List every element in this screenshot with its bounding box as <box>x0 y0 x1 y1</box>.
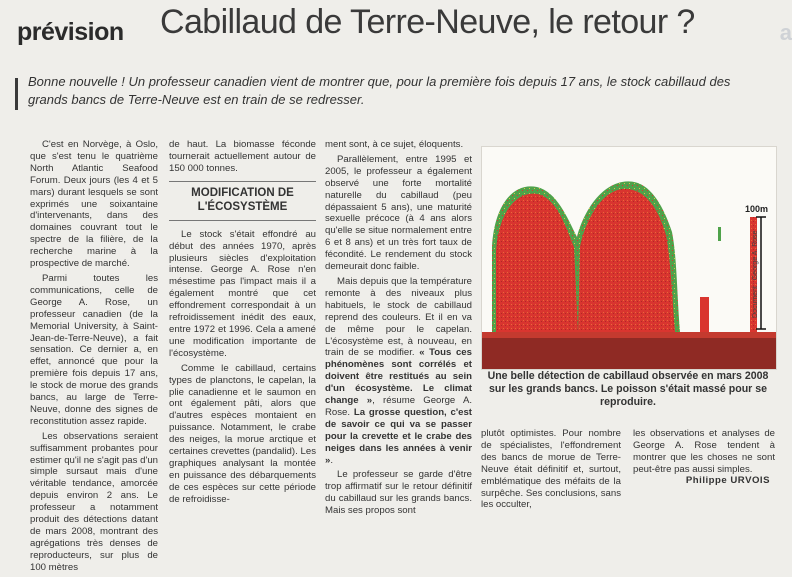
figure-caption: Une belle détection de cabillaud observée en mars 2008 sur les grands bancs. Le poisson s'était massé pour se reproduire. <box>487 370 769 408</box>
echogram-image <box>482 147 776 369</box>
col1-para-3: Les observations seraient suffisamment probantes pour estimer qu'il ne s'agit pas d'un simple sursaut mais d'une véritable tendance, amorcée depuis environ 2 ans. Le professeur a notamment produit des détections datant de mars 2008, montrant des agrégations très denses de reproducteurs, sur plus de 100 mètres <box>30 430 158 573</box>
continuation-col-2: les observations et analyses de George A. Rose tendent à montrer que les choses ne sont peut-être pas aussi simples. <box>633 428 775 475</box>
col3-quote: « Tous ces phénomènes sont corrélés et doivent être restitués au sein d'un écosystème. Le climat change » <box>325 347 472 407</box>
col3-intro: ment sont, à ce sujet, éloquents. <box>325 139 464 150</box>
col3-para-1: Parallèlement, entre 1995 et 2005, le professeur a également observé une forte mortalité naturelle du cabillaud (peu dépassaient 5 ans), une maturité sexuelle précoce (à 4 ans alors qu'elle se situe normalement entre 6 et 8 ans) et un très fort taux de fécondité. Le rendement du stock demeurait donc faible. <box>325 153 472 273</box>
column-3 <box>325 139 472 520</box>
echo-column-small <box>700 297 709 332</box>
col1-para-2: Parmi toutes les communications, celle de George A. Rose, un professeur canadien (de la Memorial University, à Saint-Jean-de-Terre-Neuve), a fait sensation. Ce dernier a, en effet, annoncé que pour la première fois depuis 17 ans, le stock de morue des grands bancs, au large de Terre-Neuve, donne des signes de reconstitution assez rapide. <box>30 272 158 427</box>
bleed-through-text: a <box>779 20 792 45</box>
article-title: Cabillaud de Terre-Neuve, le retour ? <box>160 3 695 41</box>
col3-para-2-end: . <box>330 454 334 466</box>
col2-para-1: Le stock s'était effondré au début des années 1970, après plusieurs siècles d'exploitation intense. George A. Rose n'en mésestime pas l'impact mais il a également montré que cet effondrement correspondait à un refroidissement inédit des eaux, entre 1972 et 1996. Cela a amené une modification importante de l'écosystème. <box>169 228 316 359</box>
depth-scale-label: 100m <box>744 204 768 214</box>
col1-para-1: C'est en Norvège, à Oslo, que s'est tenu le quatrième North Atlantic Seafood Forum. Deux jours (les 4 et 5 mars) durant lesquels se sont exprimés une soixantaine d'intervenants, dans des domaines couvrant tout le spectre de la filière, de la recherche marine à la prospective de marché. <box>30 139 158 270</box>
col2-intro: de haut. La biomasse féconde tournerait actuellement autour de 150 000 tonnes. <box>169 139 316 174</box>
col3-para-2 <box>325 276 472 467</box>
col3-para-2-text: Mais depuis que la température remonte à des niveaux plus habituels, le stock de cabillaud reprend des couleurs. Et il en va de même pour le capelan. L'écosystème est, à nouveau, en train de se modifier. <box>325 275 472 359</box>
echo-speck <box>718 227 721 241</box>
column-2 <box>169 139 316 509</box>
col2-para-2: Comme le cabillaud, certains types de planctons, le capelan, la plie canadienne et le saumon en ont également pâti, alors que d'autres espèces montaient en puissance. Notamment, le crabe des neiges, la morue arctique et certaines crevettes (pandalid). Les graphiques analysant la montée en puissance des débarquements de ces espèces sur cette période de refroidisse- <box>169 362 316 505</box>
lede-paragraph: Bonne nouvelle ! Un professeur canadien vient de montrer que, pour la première fois depuis 17 ans, le stock cabillaud des grands bancs de Terre-Neuve est en train de se redresser. <box>28 74 731 107</box>
section-kicker: prévision <box>17 18 124 46</box>
col3-attribution: , résume George A. Rose. <box>325 395 473 418</box>
subheading: MODIFICATION DE L'ÉCOSYSTÈME <box>169 181 316 221</box>
image-credit: Document : George A. Rose <box>752 230 759 318</box>
lede-rule <box>15 78 18 110</box>
col3-quote-2: La grosse question, c'est de savoir ce qui va se passer pour la crevette et le crabe des neiges dans les années à venir » <box>325 406 472 466</box>
continuation-col-1: plutôt optimistes. Pour nombre de spécialistes, l'effondrement des bancs de morue de Terre-Neuve était définitif et, surtout, emblématique des méfaits de la surpêche. Ses conclusions, sans les occulter, <box>481 428 621 511</box>
column-1 <box>30 139 158 577</box>
col3-para-3: Le professeur se garde d'être trop affirmatif sur le retour définitif du cabillaud sur les grands bancs. Mais ses propos sont <box>325 469 472 517</box>
article-header <box>0 0 792 58</box>
echogram-figure <box>481 146 777 370</box>
byline: Philippe URVOIS <box>685 475 770 486</box>
